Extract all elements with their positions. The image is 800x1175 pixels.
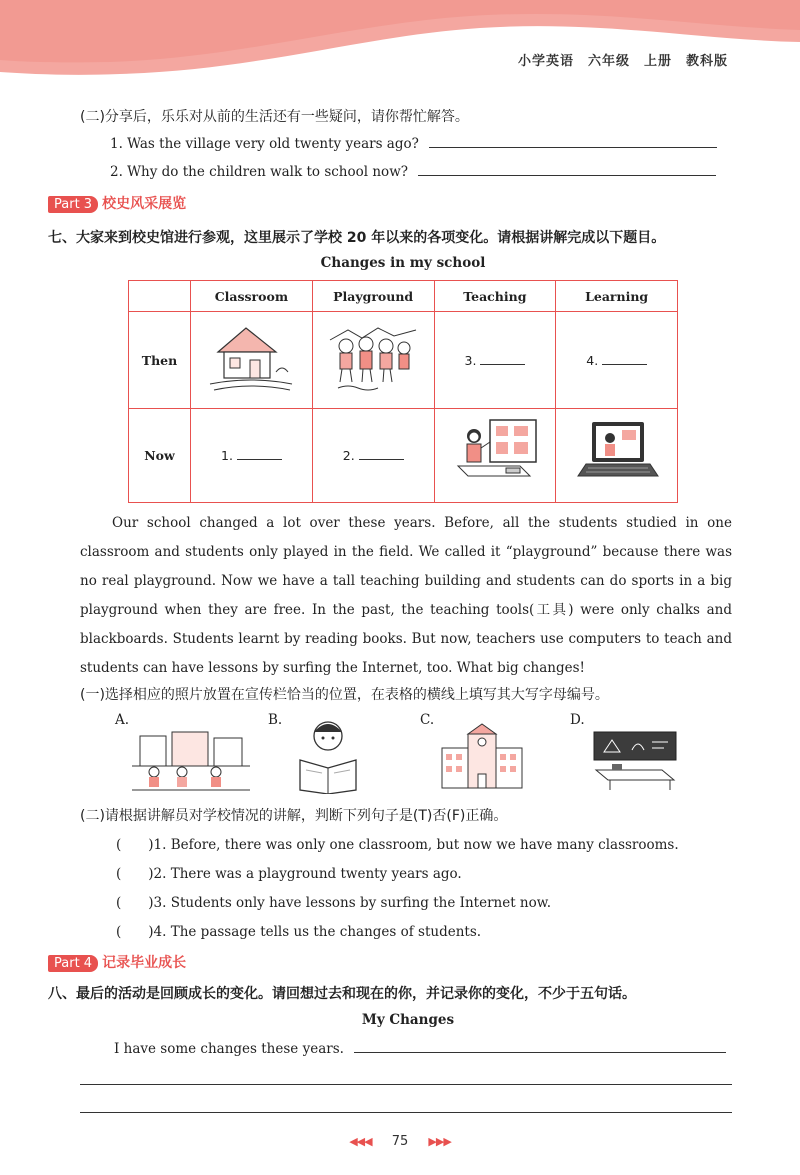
part3-tag: Part 3	[48, 196, 98, 213]
col-teaching: Teaching	[434, 281, 556, 312]
writing-line-1	[114, 1041, 726, 1057]
my-changes-title: My Changes	[361, 1012, 455, 1028]
table-corner	[129, 281, 191, 312]
col-classroom: Classroom	[191, 281, 313, 312]
followup-heading: (二)分享后，乐乐对从前的生活还有一些疑问，请你帮忙解答。	[80, 109, 469, 125]
blank-2-label: 2.	[342, 448, 355, 463]
page-number: 75	[391, 1134, 409, 1149]
part4-title: 记录毕业成长	[102, 955, 187, 971]
followup-q2-text: 2. Why do the children walk to school now?	[110, 164, 408, 180]
question8-heading: 八、最后的活动是回顾成长的变化。请回想过去和现在的你，并记录你的变化，不少于五句话。	[48, 986, 636, 1002]
laptop-online-class-illustration	[572, 416, 662, 492]
writing-blank-1[interactable]	[354, 1052, 726, 1053]
col-playground: Playground	[312, 281, 434, 312]
footer	[0, 1134, 800, 1149]
blank-4-label: 4.	[586, 352, 599, 368]
sub1-heading: (一)选择相应的照片放置在宣传栏恰当的位置，在表格的横线上填写其大写字母编号。	[80, 687, 609, 703]
header-band	[0, 0, 800, 82]
tf-item-1[interactable]: ( )1. Before, there was only one classroom, but now we have many classrooms.	[116, 837, 679, 853]
now-playground-cell	[312, 409, 434, 503]
option-d-label: D.	[570, 712, 585, 728]
blank-3-label: 3.	[464, 352, 477, 368]
followup-q1	[110, 136, 717, 152]
writing-blank-3[interactable]	[80, 1112, 732, 1113]
option-d-blackboard-image	[592, 730, 678, 792]
then-classroom-cell	[191, 312, 313, 409]
blank-1-label: 1.	[221, 448, 233, 463]
answer-blank-q2[interactable]	[418, 175, 716, 176]
part3-header	[48, 193, 186, 213]
option-a-label: A.	[115, 712, 130, 728]
header-wave-decoration	[0, 0, 800, 82]
option-c-label: C.	[420, 712, 435, 728]
part4-header	[48, 952, 186, 972]
children-playing-illustration	[328, 322, 418, 394]
book-info: 小学英语 六年级 上册 教科版	[517, 54, 728, 69]
tf-item-4[interactable]: ( )4. The passage tells us the changes of students.	[116, 924, 482, 940]
then-playground-cell	[312, 312, 434, 409]
tf-item-3[interactable]: ( )3. Students only have lessons by surfing the Internet now.	[116, 895, 551, 911]
answer-blank-q1[interactable]	[429, 147, 717, 148]
then-learning-cell	[556, 312, 678, 409]
row-then: Then	[129, 312, 191, 409]
prev-arrows-icon: ◀◀◀	[349, 1135, 372, 1148]
option-b-label: B.	[268, 712, 283, 728]
question7-heading: 七、大家来到校史馆进行参观，这里展示了学校 20 年以来的各项变化。请根据讲解完成以下题目。	[48, 230, 666, 246]
tf-item-2[interactable]: ( )2. There was a playground twenty years ago.	[116, 866, 462, 882]
changes-table	[128, 280, 678, 503]
writing-blank-2[interactable]	[80, 1084, 732, 1085]
passage	[80, 509, 732, 683]
now-learning-cell	[556, 409, 678, 503]
option-b-boy-reading-image	[296, 716, 360, 794]
followup-q2	[110, 164, 716, 180]
next-arrows-icon: ▶▶▶	[428, 1135, 451, 1148]
answer-blank-4[interactable]	[602, 364, 647, 365]
answer-blank-2[interactable]	[359, 459, 404, 460]
passage-text: Our school changed a lot over these years. Before, all the students studied in one classroom and students only played in the field. We called it “playground” because there was no real playground. Now we have a tall teaching building and students can do sports in a big playground when they are free. In the past, the teaching tools(工具) were only chalks and blackboards. Students learnt by reading books. But now, teachers use computers to teach and students can have lessons by surfing the Internet, too. What big changes!	[80, 515, 732, 676]
row-now: Now	[129, 409, 191, 503]
old-house-illustration	[206, 322, 296, 394]
now-classroom-cell	[191, 409, 313, 503]
part3-title: 校史风采展览	[102, 196, 187, 212]
teacher-smartboard-illustration	[450, 416, 540, 492]
option-c-school-building-image	[438, 722, 526, 792]
option-a-playground-building-image	[132, 730, 250, 794]
table-title: Changes in my school	[320, 255, 486, 271]
answer-blank-1[interactable]	[237, 459, 282, 460]
now-teaching-cell	[434, 409, 556, 503]
writing-starter: I have some changes these years.	[114, 1041, 344, 1057]
followup-q1-text: 1. Was the village very old twenty years ago?	[110, 136, 419, 152]
col-learning: Learning	[556, 281, 678, 312]
answer-blank-3[interactable]	[480, 364, 525, 365]
part4-tag: Part 4	[48, 955, 98, 972]
sub2-heading: (二)请根据讲解员对学校情况的讲解，判断下列句子是(T)否(F)正确。	[80, 808, 508, 824]
then-teaching-cell	[434, 312, 556, 409]
